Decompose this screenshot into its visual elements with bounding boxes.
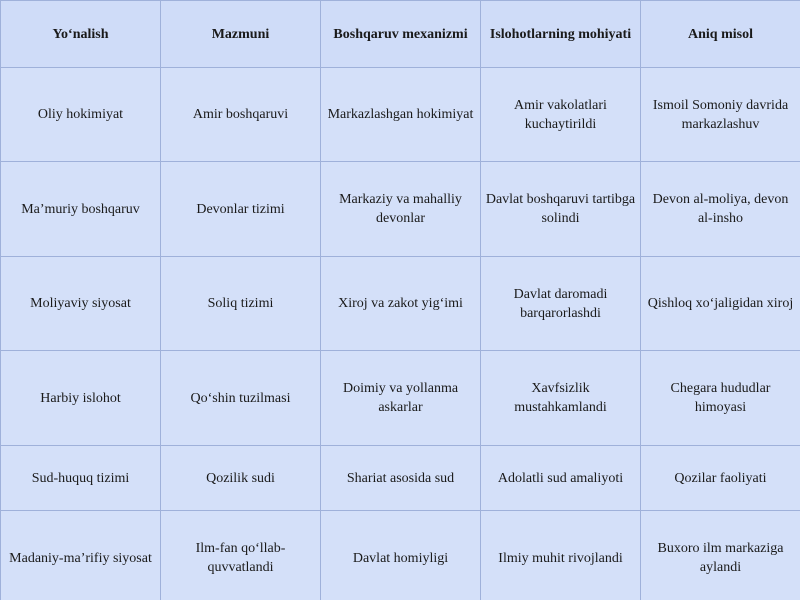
table-cell: Qozilar faoliyati	[641, 446, 800, 511]
header-essence: Islohotlarning mohiyati	[481, 1, 641, 68]
header-direction: Yo‘nalish	[1, 1, 161, 68]
table-header	[1, 1, 800, 68]
table-cell: Ilmiy muhit rivojlandi	[481, 511, 641, 600]
table-cell: Qo‘shin tuzilmasi	[161, 351, 321, 446]
table-cell: Qozilik sudi	[161, 446, 321, 511]
table-cell: Doimiy va yollanma askarlar	[321, 351, 481, 446]
table-cell: Devon al-moliya, devon al-insho	[641, 162, 800, 257]
table-cell: Markaziy va mahalliy devonlar	[321, 162, 481, 257]
table-cell: Soliq tizimi	[161, 257, 321, 351]
table-cell: Ismoil Somoniy davrida markazlashuv	[641, 68, 800, 162]
table-body	[1, 68, 800, 600]
table-cell: Buxoro ilm markaziga aylandi	[641, 511, 800, 600]
table-row	[1, 511, 800, 600]
table-cell: Amir boshqaruvi	[161, 68, 321, 162]
table-cell: Shariat asosida sud	[321, 446, 481, 511]
table-cell: Davlat boshqaruvi tartibga solindi	[481, 162, 641, 257]
table-cell: Davlat daromadi barqarorlashdi	[481, 257, 641, 351]
table-cell: Xiroj va zakot yig‘imi	[321, 257, 481, 351]
table-row	[1, 162, 800, 257]
table-row	[1, 68, 800, 162]
table-cell: Ma’muriy boshqaruv	[1, 162, 161, 257]
table-cell: Xavfsizlik mustahkamlandi	[481, 351, 641, 446]
table-cell: Devonlar tizimi	[161, 162, 321, 257]
table-cell: Adolatli sud amaliyoti	[481, 446, 641, 511]
table-cell: Harbiy islohot	[1, 351, 161, 446]
header-mechanism: Boshqaruv mexanizmi	[321, 1, 481, 68]
table-row	[1, 446, 800, 511]
table-cell: Chegara hududlar himoyasi	[641, 351, 800, 446]
table-cell: Ilm-fan qo‘llab-quvvatlandi	[161, 511, 321, 600]
table-cell: Madaniy-ma’rifiy siyosat	[1, 511, 161, 600]
table-cell: Oliy hokimiyat	[1, 68, 161, 162]
header-example: Aniq misol	[641, 1, 800, 68]
table-cell: Qishloq xo‘jaligidan xiroj	[641, 257, 800, 351]
table-row	[1, 351, 800, 446]
header-content: Mazmuni	[161, 1, 321, 68]
header-row	[1, 1, 800, 68]
table-cell: Sud-huquq tizimi	[1, 446, 161, 511]
table-cell: Markazlashgan hokimiyat	[321, 68, 481, 162]
table-cell: Amir vakolatlari kuchaytirildi	[481, 68, 641, 162]
table-row	[1, 257, 800, 351]
table-cell: Moliyaviy siyosat	[1, 257, 161, 351]
table-cell: Davlat homiyligi	[321, 511, 481, 600]
